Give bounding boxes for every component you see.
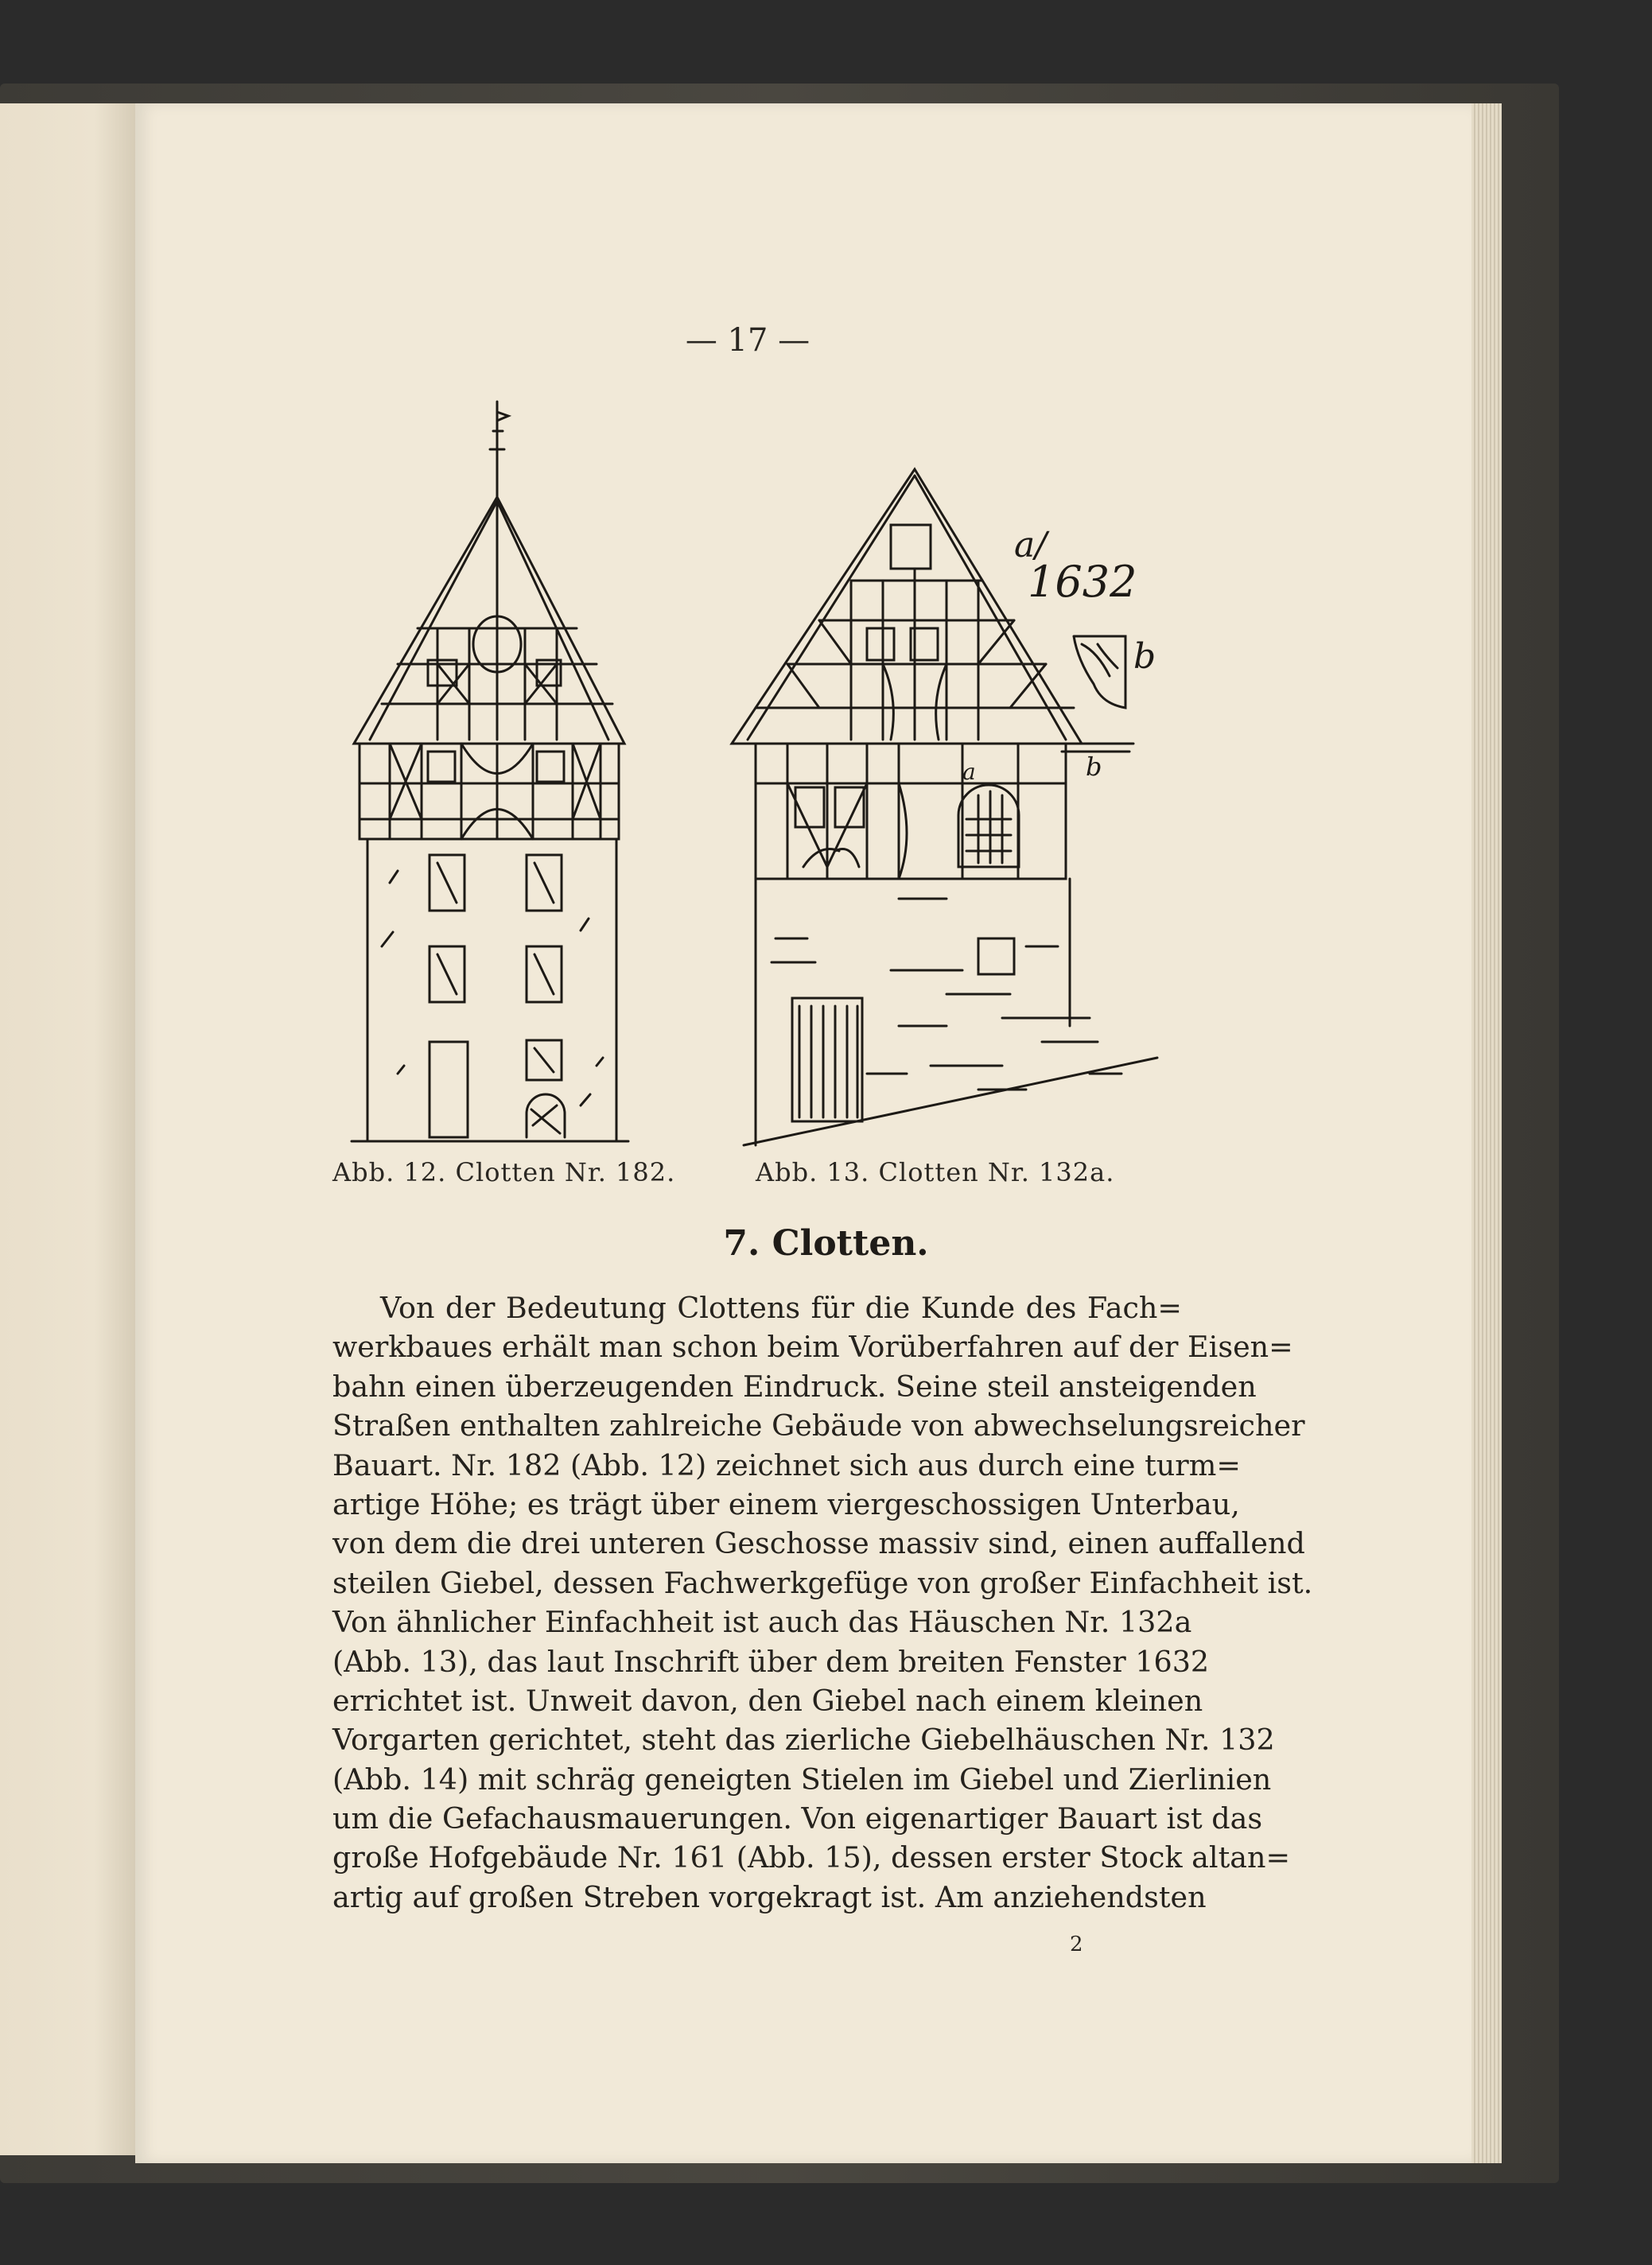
- section-heading: 7. Clotten.: [723, 1223, 929, 1264]
- text-line: werkbaues erhält man schon beim Vorüberfahren auf der Eisen=: [332, 1330, 1293, 1365]
- figure-caption-12: Abb. 12. Clotten Nr. 182.: [332, 1157, 676, 1187]
- inscription-b-upper: b: [1133, 636, 1156, 677]
- text-line: große Hofgebäude Nr. 161 (Abb. 15), dessen erster Stock altan=: [332, 1840, 1291, 1875]
- text-line: Von der Bedeutung Clottens für die Kunde des Fach=: [380, 1291, 1182, 1325]
- text-line: um die Gefachausmauerungen. Von eigenartiger Bauart ist das: [332, 1801, 1263, 1836]
- inscription-a-top: a/: [1014, 525, 1048, 565]
- text-line: (Abb. 13), das laut Inschrift über dem breiten Fenster 1632: [332, 1644, 1210, 1679]
- body-text: [332, 1288, 1313, 1917]
- page-number: — 17 —: [685, 322, 810, 359]
- page-stack-edges: [1471, 103, 1502, 2163]
- tower-house-drawing: [352, 402, 628, 1141]
- signature-mark: 2: [1070, 1933, 1083, 1956]
- text-line: Vorgarten gerichtet, steht das zierliche Giebelhäuschen Nr. 132: [332, 1723, 1275, 1758]
- inscription-year: 1632: [1028, 557, 1137, 607]
- figure-caption-13: Abb. 13. Clotten Nr. 132a.: [756, 1157, 1115, 1187]
- text-line: von dem die drei unteren Geschosse massiv sind, einen auffallend: [332, 1526, 1305, 1561]
- left-page-edge: [0, 103, 135, 2155]
- text-line: artig auf großen Streben vorgekragt ist. Am anziehendsten: [332, 1879, 1207, 1914]
- text-line: bahn einen überzeugenden Eindruck. Seine steil ansteigenden: [332, 1369, 1257, 1404]
- text-line: Von ähnlicher Einfachheit ist auch das Häuschen Nr. 132a: [332, 1605, 1192, 1640]
- text-line: (Abb. 14) mit schräg geneigten Stielen im Giebel und Zierlinien: [332, 1762, 1272, 1797]
- inscription-a-lower: a: [962, 759, 976, 785]
- text-line: Straßen enthalten zahlreiche Gebäude von abwechselungsreicher: [332, 1408, 1305, 1443]
- text-line: steilen Giebel, dessen Fachwerkgefüge von großer Einfachheit ist.: [332, 1565, 1313, 1600]
- inscriptions: [962, 525, 1156, 785]
- text-line: artige Höhe; es trägt über einem viergeschossigen Unterbau,: [332, 1486, 1240, 1521]
- text-line: Bauart. Nr. 182 (Abb. 12) zeichnet sich aus durch eine turm=: [332, 1447, 1241, 1482]
- inscription-b-lower: b: [1086, 752, 1102, 782]
- figures: [342, 390, 1177, 1153]
- text-line: errichtet ist. Unweit davon, den Giebel nach einem kleinen: [332, 1683, 1203, 1718]
